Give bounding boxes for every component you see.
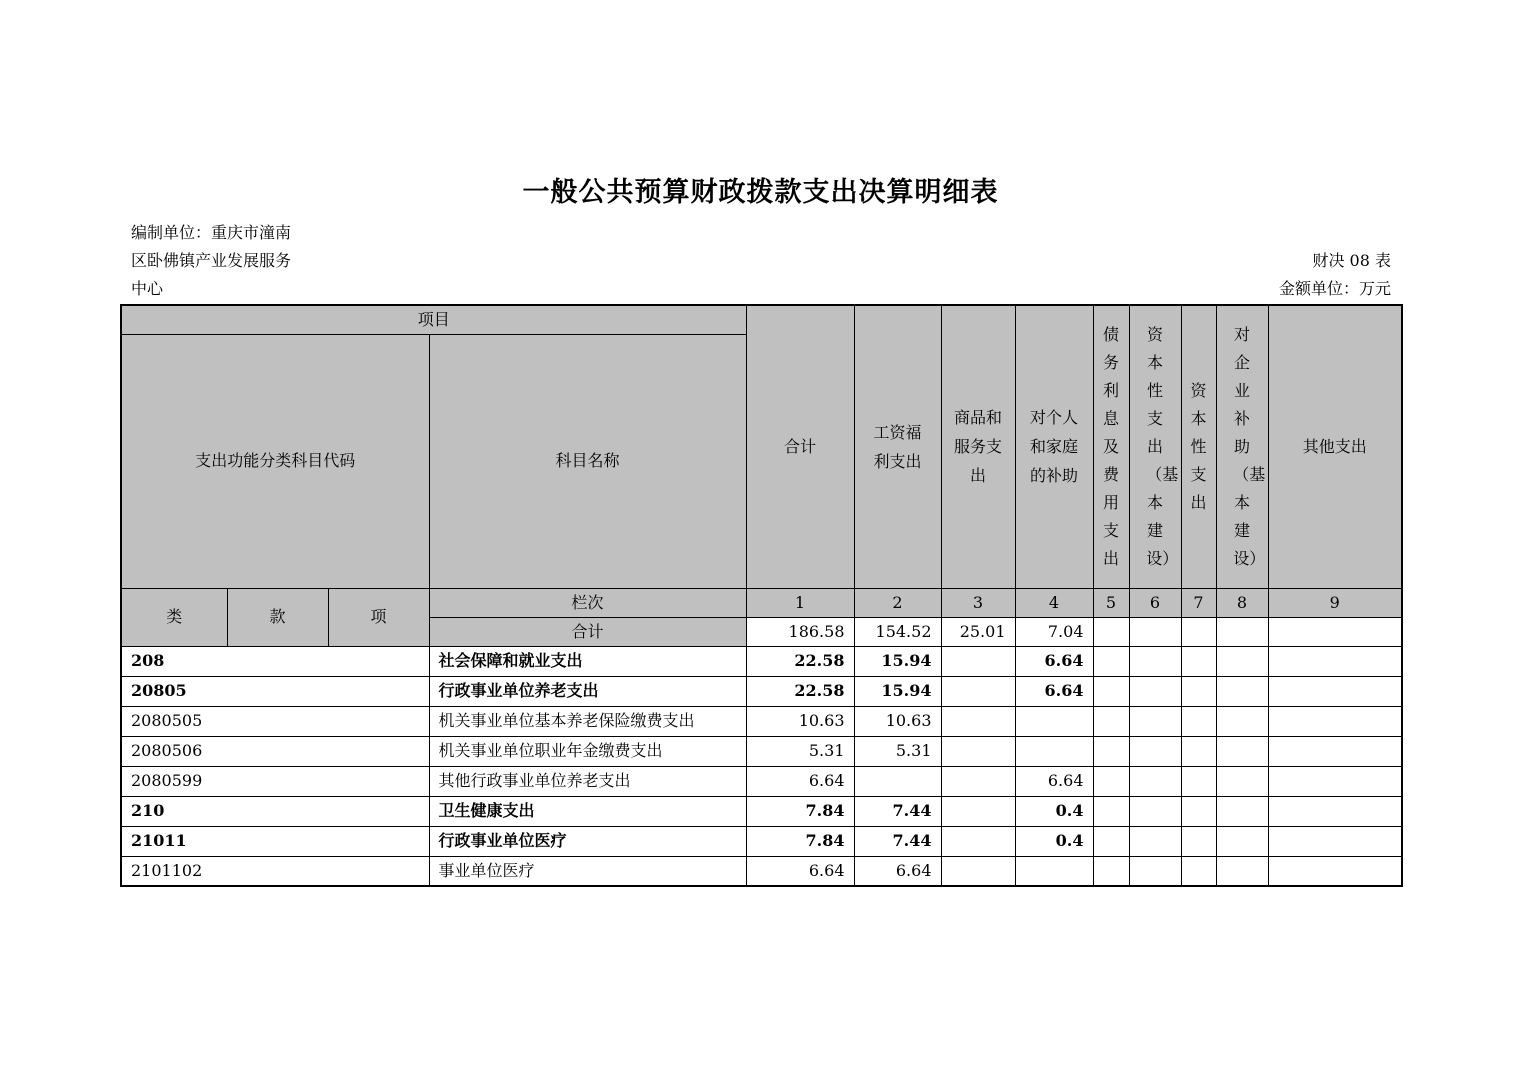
lei-header: 类 bbox=[121, 588, 227, 646]
unit-line: 中心 bbox=[131, 279, 164, 298]
row-cell bbox=[1181, 796, 1216, 826]
row-cell: 5.31 bbox=[746, 736, 854, 766]
total-cell bbox=[1181, 617, 1216, 646]
table-row bbox=[121, 706, 1402, 736]
compiling-unit bbox=[131, 219, 331, 303]
row-cell: 0.4 bbox=[1015, 796, 1093, 826]
table-row bbox=[121, 796, 1402, 826]
total-cell: 25.01 bbox=[941, 617, 1015, 646]
row-name: 卫生健康支出 bbox=[429, 796, 746, 826]
row-cell bbox=[941, 646, 1015, 676]
row-cell bbox=[1129, 646, 1181, 676]
form-meta bbox=[1279, 247, 1391, 303]
row-cell bbox=[1216, 796, 1268, 826]
form-number: 财决 08 表 bbox=[1312, 251, 1391, 270]
row-cell: 7.44 bbox=[854, 796, 941, 826]
col-header-wages bbox=[854, 305, 941, 588]
row-cell: 10.63 bbox=[854, 706, 941, 736]
col-header-capital-text: 资本性支出 bbox=[1190, 380, 1207, 512]
col-header-other: 其他支出 bbox=[1268, 305, 1402, 588]
row-code: 2080505 bbox=[121, 706, 429, 736]
row-code: 2080506 bbox=[121, 736, 429, 766]
row-cell bbox=[1216, 766, 1268, 796]
row-cell bbox=[1129, 796, 1181, 826]
row-cell: 22.58 bbox=[746, 646, 854, 676]
total-cell: 154.52 bbox=[854, 617, 941, 646]
row-cell bbox=[1216, 706, 1268, 736]
col-header-capital bbox=[1181, 305, 1216, 588]
page-title: 一般公共预算财政拨款支出决算明细表 bbox=[522, 177, 999, 208]
row-cell bbox=[1268, 856, 1402, 886]
amount-unit: 金额单位：万元 bbox=[1278, 279, 1391, 298]
row-cell bbox=[941, 766, 1015, 796]
row-cell bbox=[941, 796, 1015, 826]
name-header: 科目名称 bbox=[429, 334, 746, 588]
row-cell bbox=[854, 766, 941, 796]
row-cell bbox=[1093, 646, 1129, 676]
row-cell: 15.94 bbox=[854, 676, 941, 706]
row-code: 20805 bbox=[121, 676, 429, 706]
col-number: 8 bbox=[1216, 588, 1268, 617]
row-cell bbox=[1093, 796, 1129, 826]
header-row-project bbox=[121, 305, 1402, 334]
row-cell bbox=[941, 856, 1015, 886]
project-header: 项目 bbox=[121, 305, 746, 334]
col-header-total: 合计 bbox=[746, 305, 854, 588]
row-cell bbox=[1129, 676, 1181, 706]
row-name: 其他行政事业单位养老支出 bbox=[429, 766, 746, 796]
col-number: 4 bbox=[1015, 588, 1093, 617]
row-cell: 6.64 bbox=[746, 856, 854, 886]
row-cell bbox=[1093, 766, 1129, 796]
row-cell bbox=[941, 826, 1015, 856]
row-cell: 0.4 bbox=[1015, 826, 1093, 856]
row-name: 机关事业单位基本养老保险缴费支出 bbox=[429, 706, 746, 736]
total-row-label: 合计 bbox=[429, 617, 746, 646]
row-cell: 6.64 bbox=[746, 766, 854, 796]
row-cell bbox=[1015, 706, 1093, 736]
code-header: 支出功能分类科目代码 bbox=[121, 334, 429, 588]
row-cell bbox=[1093, 676, 1129, 706]
row-name: 行政事业单位养老支出 bbox=[429, 676, 746, 706]
row-cell bbox=[1181, 766, 1216, 796]
unit-line: 区卧佛镇产业发展服务 bbox=[131, 251, 292, 270]
table-row bbox=[121, 646, 1402, 676]
col-number: 5 bbox=[1093, 588, 1129, 617]
row-cell: 6.64 bbox=[854, 856, 941, 886]
col-header-goods-services-text: 商品和服务支出 bbox=[953, 408, 1002, 486]
budget-table bbox=[120, 304, 1403, 887]
row-cell: 5.31 bbox=[854, 736, 941, 766]
row-cell bbox=[941, 676, 1015, 706]
total-cell bbox=[1093, 617, 1129, 646]
row-cell bbox=[1015, 856, 1093, 886]
row-cell bbox=[1129, 826, 1181, 856]
row-cell bbox=[1181, 826, 1216, 856]
row-cell bbox=[1216, 646, 1268, 676]
row-cell bbox=[1093, 706, 1129, 736]
table-row bbox=[121, 736, 1402, 766]
row-cell bbox=[941, 706, 1015, 736]
unit-line: 编制单位：重庆市潼南 bbox=[131, 223, 292, 242]
row-code: 2101102 bbox=[121, 856, 429, 886]
row-cell bbox=[1093, 856, 1129, 886]
row-name: 社会保障和就业支出 bbox=[429, 646, 746, 676]
row-cell bbox=[1129, 766, 1181, 796]
row-name: 行政事业单位医疗 bbox=[429, 826, 746, 856]
col-number: 7 bbox=[1181, 588, 1216, 617]
row-cell bbox=[1268, 766, 1402, 796]
row-cell bbox=[1268, 646, 1402, 676]
row-cell bbox=[1216, 856, 1268, 886]
col-header-capital-construction bbox=[1129, 305, 1181, 588]
col-header-enterprise-subsidy bbox=[1216, 305, 1268, 588]
row-cell: 6.64 bbox=[1015, 646, 1093, 676]
row-cell bbox=[1093, 736, 1129, 766]
row-cell bbox=[1268, 736, 1402, 766]
row-cell bbox=[1181, 676, 1216, 706]
row-cell bbox=[1216, 736, 1268, 766]
col-number: 6 bbox=[1129, 588, 1181, 617]
row-cell: 15.94 bbox=[854, 646, 941, 676]
row-cell bbox=[1216, 826, 1268, 856]
col-header-debt-interest-text: 债务利息及费用支出 bbox=[1102, 324, 1119, 568]
row-code: 210 bbox=[121, 796, 429, 826]
row-cell: 6.64 bbox=[1015, 676, 1093, 706]
total-cell: 7.04 bbox=[1015, 617, 1093, 646]
row-code: 21011 bbox=[121, 826, 429, 856]
col-header-debt-interest bbox=[1093, 305, 1129, 588]
row-cell bbox=[1181, 706, 1216, 736]
row-name: 事业单位医疗 bbox=[429, 856, 746, 886]
row-cell: 22.58 bbox=[746, 676, 854, 706]
col-number: 2 bbox=[854, 588, 941, 617]
xiang-header: 项 bbox=[328, 588, 429, 646]
col-header-goods-services bbox=[941, 305, 1015, 588]
row-cell bbox=[1181, 856, 1216, 886]
row-cell bbox=[941, 736, 1015, 766]
total-cell bbox=[1268, 617, 1402, 646]
total-cell bbox=[1129, 617, 1181, 646]
col-header-household-subsidy-text: 对个人和家庭的补助 bbox=[1029, 408, 1078, 486]
row-cell bbox=[1129, 736, 1181, 766]
row-cell bbox=[1268, 826, 1402, 856]
total-cell bbox=[1216, 617, 1268, 646]
row-cell bbox=[1216, 676, 1268, 706]
row-cell: 6.64 bbox=[1015, 766, 1093, 796]
table-row bbox=[121, 766, 1402, 796]
col-header-wages-text: 工资福利支出 bbox=[873, 422, 922, 471]
col-number: 1 bbox=[746, 588, 854, 617]
lanci-header: 栏次 bbox=[429, 588, 746, 617]
row-cell bbox=[1268, 706, 1402, 736]
row-cell bbox=[1093, 826, 1129, 856]
row-code: 208 bbox=[121, 646, 429, 676]
table-row bbox=[121, 676, 1402, 706]
row-cell: 10.63 bbox=[746, 706, 854, 736]
row-cell bbox=[1129, 706, 1181, 736]
col-header-enterprise-subsidy-text: 对企业补助（基本建设） bbox=[1233, 324, 1266, 568]
col-header-capital-construction-text: 资本性支出（基本建设） bbox=[1146, 324, 1179, 568]
row-cell bbox=[1268, 676, 1402, 706]
row-cell bbox=[1129, 856, 1181, 886]
col-header-household-subsidy bbox=[1015, 305, 1093, 588]
row-cell bbox=[1181, 646, 1216, 676]
col-number: 3 bbox=[941, 588, 1015, 617]
total-cell: 186.58 bbox=[746, 617, 854, 646]
row-name: 机关事业单位职业年金缴费支出 bbox=[429, 736, 746, 766]
row-cell bbox=[1268, 796, 1402, 826]
kuan-header: 款 bbox=[227, 588, 328, 646]
row-cell bbox=[1181, 736, 1216, 766]
col-number: 9 bbox=[1268, 588, 1402, 617]
row-cell bbox=[1015, 736, 1093, 766]
row-code: 2080599 bbox=[121, 766, 429, 796]
table-row bbox=[121, 826, 1402, 856]
row-cell: 7.84 bbox=[746, 826, 854, 856]
header-row-lanci bbox=[121, 588, 1402, 617]
row-cell: 7.84 bbox=[746, 796, 854, 826]
table-row bbox=[121, 856, 1402, 886]
row-cell: 7.44 bbox=[854, 826, 941, 856]
